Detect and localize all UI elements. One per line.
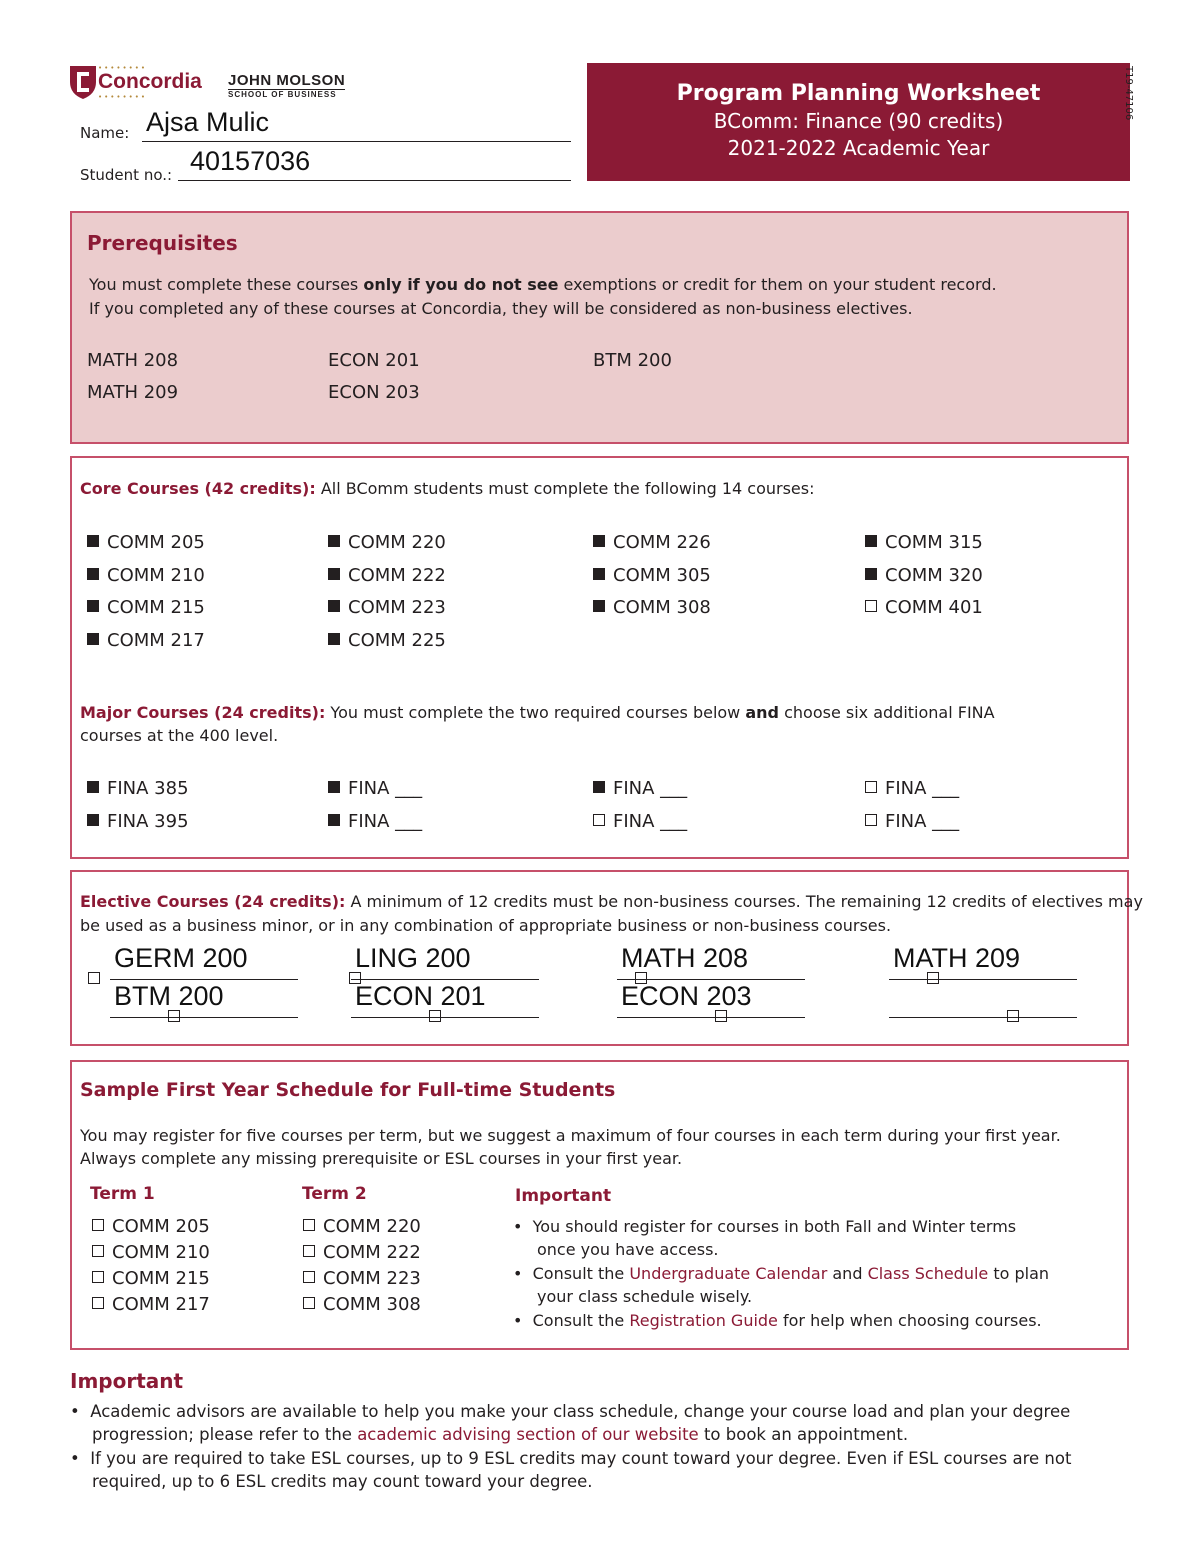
course-label: FINA ___: [613, 778, 688, 799]
core-course-item: [865, 597, 983, 618]
core-course-item: [865, 565, 983, 586]
prereq-course: MATH 208: [87, 350, 179, 371]
elective-heading: Elective Courses (24 credits): A minimum of 12 credits must be non-business courses. The remaining 12 credits of electives may: [80, 892, 1143, 911]
checkbox-unchecked[interactable]: [92, 1297, 104, 1309]
sample-schedule-section: [70, 1060, 1129, 1350]
course-label: COMM 210: [112, 1242, 210, 1263]
elective-entry-field[interactable]: MATH 208: [621, 943, 749, 973]
schedule-desc: You may register for five courses per term, but we suggest a maximum of four courses in each term during your first year.: [80, 1126, 1061, 1145]
academic-advising-link[interactable]: academic advising section of our website: [357, 1425, 699, 1444]
course-label: FINA ___: [885, 810, 960, 832]
prerequisites-title: Prerequisites: [87, 231, 238, 255]
checkbox-checked[interactable]: [328, 600, 340, 612]
course-label: FINA ___: [885, 778, 960, 799]
name-field-line: [142, 141, 571, 142]
core-course-item: [328, 630, 446, 651]
core-heading: Core Courses (42 credits): All BComm students must complete the following 14 courses:: [80, 479, 815, 498]
elective-entry-line: [617, 979, 805, 980]
elective-checkbox[interactable]: [88, 972, 100, 984]
prereq-note: If you completed any of these courses at Concordia, they will be considered as non-business electives.: [89, 299, 913, 318]
schedule-desc-cont: Always complete any missing prerequisite or ESL courses in your first year.: [80, 1149, 683, 1168]
term-2-course: [303, 1242, 421, 1263]
term-1-course: [92, 1268, 210, 1289]
core-course-item: [87, 630, 205, 651]
checkbox-unchecked[interactable]: [865, 781, 877, 793]
checkbox-unchecked[interactable]: [303, 1245, 315, 1257]
checkbox-checked[interactable]: [87, 633, 99, 645]
prereq-course: ECON 203: [328, 382, 420, 403]
major-heading-cont: courses at the 400 level.: [80, 726, 279, 745]
course-label: COMM 215: [107, 597, 205, 618]
course-label: COMM 308: [323, 1294, 421, 1315]
elective-entry-field[interactable]: ECON 203: [621, 981, 752, 1011]
term-2-course: [303, 1294, 421, 1315]
elective-entry-line: [889, 1017, 1077, 1018]
core-course-item: [87, 532, 205, 553]
concordia-logo: •••••••• Concordia ••••••••: [68, 62, 208, 102]
course-label: COMM 222: [323, 1242, 421, 1263]
course-label: COMM 225: [348, 629, 446, 651]
name-field[interactable]: Ajsa Mulic: [146, 107, 270, 137]
major-course-item: [865, 811, 959, 832]
concordia-wordmark: Concordia: [98, 70, 202, 93]
elective-heading-cont: be used as a business minor, or in any combination of appropriate business or non-business courses.: [80, 916, 892, 935]
core-course-item: [87, 597, 205, 618]
checkbox-unchecked[interactable]: [593, 814, 605, 826]
course-label: COMM 308: [613, 597, 711, 618]
schedule-tip-2: • Consult the Undergraduate Calendar and Class Schedule to plan your class schedule wisely.: [513, 1264, 1050, 1306]
checkbox-checked[interactable]: [593, 568, 605, 580]
course-label: COMM 305: [613, 564, 711, 586]
major-course-item: [328, 778, 422, 799]
molson-wordmark: JOHN MOLSON: [228, 72, 346, 89]
course-label: FINA 385: [107, 778, 189, 799]
term-2-course: [303, 1268, 421, 1289]
elective-entry-field[interactable]: BTM 200: [114, 981, 224, 1011]
core-course-item: [593, 532, 711, 553]
course-label: COMM 320: [885, 564, 983, 586]
checkbox-checked[interactable]: [328, 535, 340, 547]
checkbox-checked[interactable]: [865, 535, 877, 547]
checkbox-checked[interactable]: [87, 781, 99, 793]
schedule-tip-1: • You should register for courses in both Fall and Winter terms once you have access.: [513, 1217, 1017, 1259]
checkbox-unchecked[interactable]: [865, 600, 877, 612]
checkbox-checked[interactable]: [593, 600, 605, 612]
checkbox-checked[interactable]: [87, 535, 99, 547]
electives-section: [70, 870, 1143, 1046]
core-course-item: [87, 565, 205, 586]
checkbox-unchecked[interactable]: [303, 1271, 315, 1283]
course-label: FINA 395: [107, 810, 189, 832]
elective-entry-field[interactable]: ECON 201: [355, 981, 486, 1011]
checkbox-unchecked[interactable]: [865, 814, 877, 826]
header-banner: [587, 63, 1130, 181]
checkbox-checked[interactable]: [328, 781, 340, 793]
course-label: COMM 210: [107, 564, 205, 586]
schedule-important-title: Important: [515, 1186, 612, 1206]
major-course-item: [87, 811, 189, 832]
checkbox-unchecked[interactable]: [92, 1219, 104, 1231]
elective-checkbox[interactable]: [1007, 1010, 1019, 1022]
major-course-item: [87, 778, 189, 799]
course-label: COMM 217: [107, 629, 205, 651]
elective-entry-line: [110, 979, 298, 980]
prereq-course: MATH 209: [87, 382, 179, 403]
major-course-item: [328, 811, 422, 832]
major-heading: Major Courses (24 credits): You must complete the two required courses below and choose six additional FINA: [80, 703, 995, 722]
course-label: COMM 205: [107, 532, 205, 553]
elective-entry-line: [351, 979, 539, 980]
course-label: COMM 220: [348, 532, 446, 553]
major-course-item: [865, 778, 959, 799]
term-2-course: [303, 1216, 421, 1237]
elective-entry-field[interactable]: MATH 209: [893, 943, 1021, 973]
core-course-item: [328, 597, 446, 618]
footer-important-title: Important: [70, 1369, 184, 1393]
prereq-course: ECON 201: [328, 350, 420, 371]
form-code: T19-47106: [1123, 66, 1134, 121]
course-label: COMM 401: [885, 597, 983, 618]
checkbox-checked[interactable]: [87, 814, 99, 826]
course-label: COMM 205: [112, 1216, 210, 1237]
term-1-course: [92, 1294, 210, 1315]
checkbox-checked[interactable]: [328, 568, 340, 580]
concordia-shield-icon: [68, 64, 98, 100]
course-label: COMM 220: [323, 1216, 421, 1237]
molson-subtitle: SCHOOL OF BUSINESS: [228, 90, 337, 99]
student-number-field[interactable]: 40157036: [190, 146, 311, 176]
course-label: FINA ___: [348, 778, 423, 799]
course-label: FINA ___: [613, 810, 688, 832]
checkbox-checked[interactable]: [593, 535, 605, 547]
checkbox-unchecked[interactable]: [92, 1271, 104, 1283]
course-label: FINA ___: [348, 810, 423, 832]
elective-entry-line: [351, 1017, 539, 1018]
core-course-item: [328, 532, 446, 553]
prereq-course: BTM 200: [593, 350, 672, 371]
schedule-title: Sample First Year Schedule for Full-time Students: [80, 1079, 616, 1101]
molson-logo: [228, 70, 358, 100]
class-schedule-link[interactable]: Class Schedule: [867, 1264, 989, 1283]
student-number-line: [178, 180, 571, 181]
major-course-item: [593, 778, 687, 799]
footer-note-2: • If you are required to take ESL courses, up to 9 ESL credits may count toward your degree. Even if ESL courses are not required, up to 6 ESL credits may count toward your degree.: [70, 1449, 1072, 1491]
term-1-title: Term 1: [90, 1184, 155, 1204]
term-1-course: [92, 1242, 210, 1263]
term-2-title: Term 2: [302, 1184, 367, 1204]
footer-note-1: • Academic advisors are available to help you make your class schedule, change your course load and plan your degree progression; please refer to the academic advising section of our website to book an appointment.: [70, 1402, 1071, 1444]
checkbox-checked[interactable]: [328, 814, 340, 826]
checkbox-unchecked[interactable]: [303, 1219, 315, 1231]
program-name: BComm: Finance (90 credits): [713, 109, 1004, 133]
worksheet-title: Program Planning Worksheet: [676, 81, 1041, 106]
elective-entry-line: [889, 979, 1077, 980]
core-major-section: [70, 456, 1129, 859]
student-number-label: Student no.:: [80, 166, 173, 184]
course-label: COMM 226: [613, 532, 711, 553]
checkbox-unchecked[interactable]: [303, 1297, 315, 1309]
core-course-item: [593, 565, 711, 586]
course-label: COMM 222: [348, 564, 446, 586]
academic-year: 2021-2022 Academic Year: [727, 136, 990, 160]
checkbox-checked[interactable]: [865, 568, 877, 580]
elective-entry-line: [617, 1017, 805, 1018]
elective-entry-field[interactable]: GERM 200: [114, 943, 248, 973]
undergraduate-calendar-link[interactable]: Undergraduate Calendar: [629, 1264, 828, 1283]
term-1-course: [92, 1216, 210, 1237]
name-label: Name:: [80, 124, 130, 142]
elective-entry-line: [110, 1017, 298, 1018]
checkbox-checked[interactable]: [328, 633, 340, 645]
checkbox-checked[interactable]: [87, 600, 99, 612]
prereq-instructions: You must complete these courses only if you do not see exemptions or credit for them on your student record.: [89, 275, 997, 294]
core-course-item: [328, 565, 446, 586]
major-course-item: [593, 811, 687, 832]
registration-guide-link[interactable]: Registration Guide: [629, 1311, 778, 1330]
course-label: COMM 223: [323, 1268, 421, 1289]
elective-entry-field[interactable]: LING 200: [355, 943, 471, 973]
checkbox-checked[interactable]: [87, 568, 99, 580]
checkbox-unchecked[interactable]: [92, 1245, 104, 1257]
core-course-item: [593, 597, 711, 618]
core-course-item: [865, 532, 983, 553]
schedule-tip-3: • Consult the Registration Guide for help when choosing courses.: [513, 1311, 1042, 1330]
course-label: COMM 315: [885, 532, 983, 553]
course-label: COMM 223: [348, 597, 446, 618]
prerequisites-section: [70, 211, 1129, 444]
course-label: COMM 215: [112, 1268, 210, 1289]
checkbox-checked[interactable]: [593, 781, 605, 793]
course-label: COMM 217: [112, 1294, 210, 1315]
